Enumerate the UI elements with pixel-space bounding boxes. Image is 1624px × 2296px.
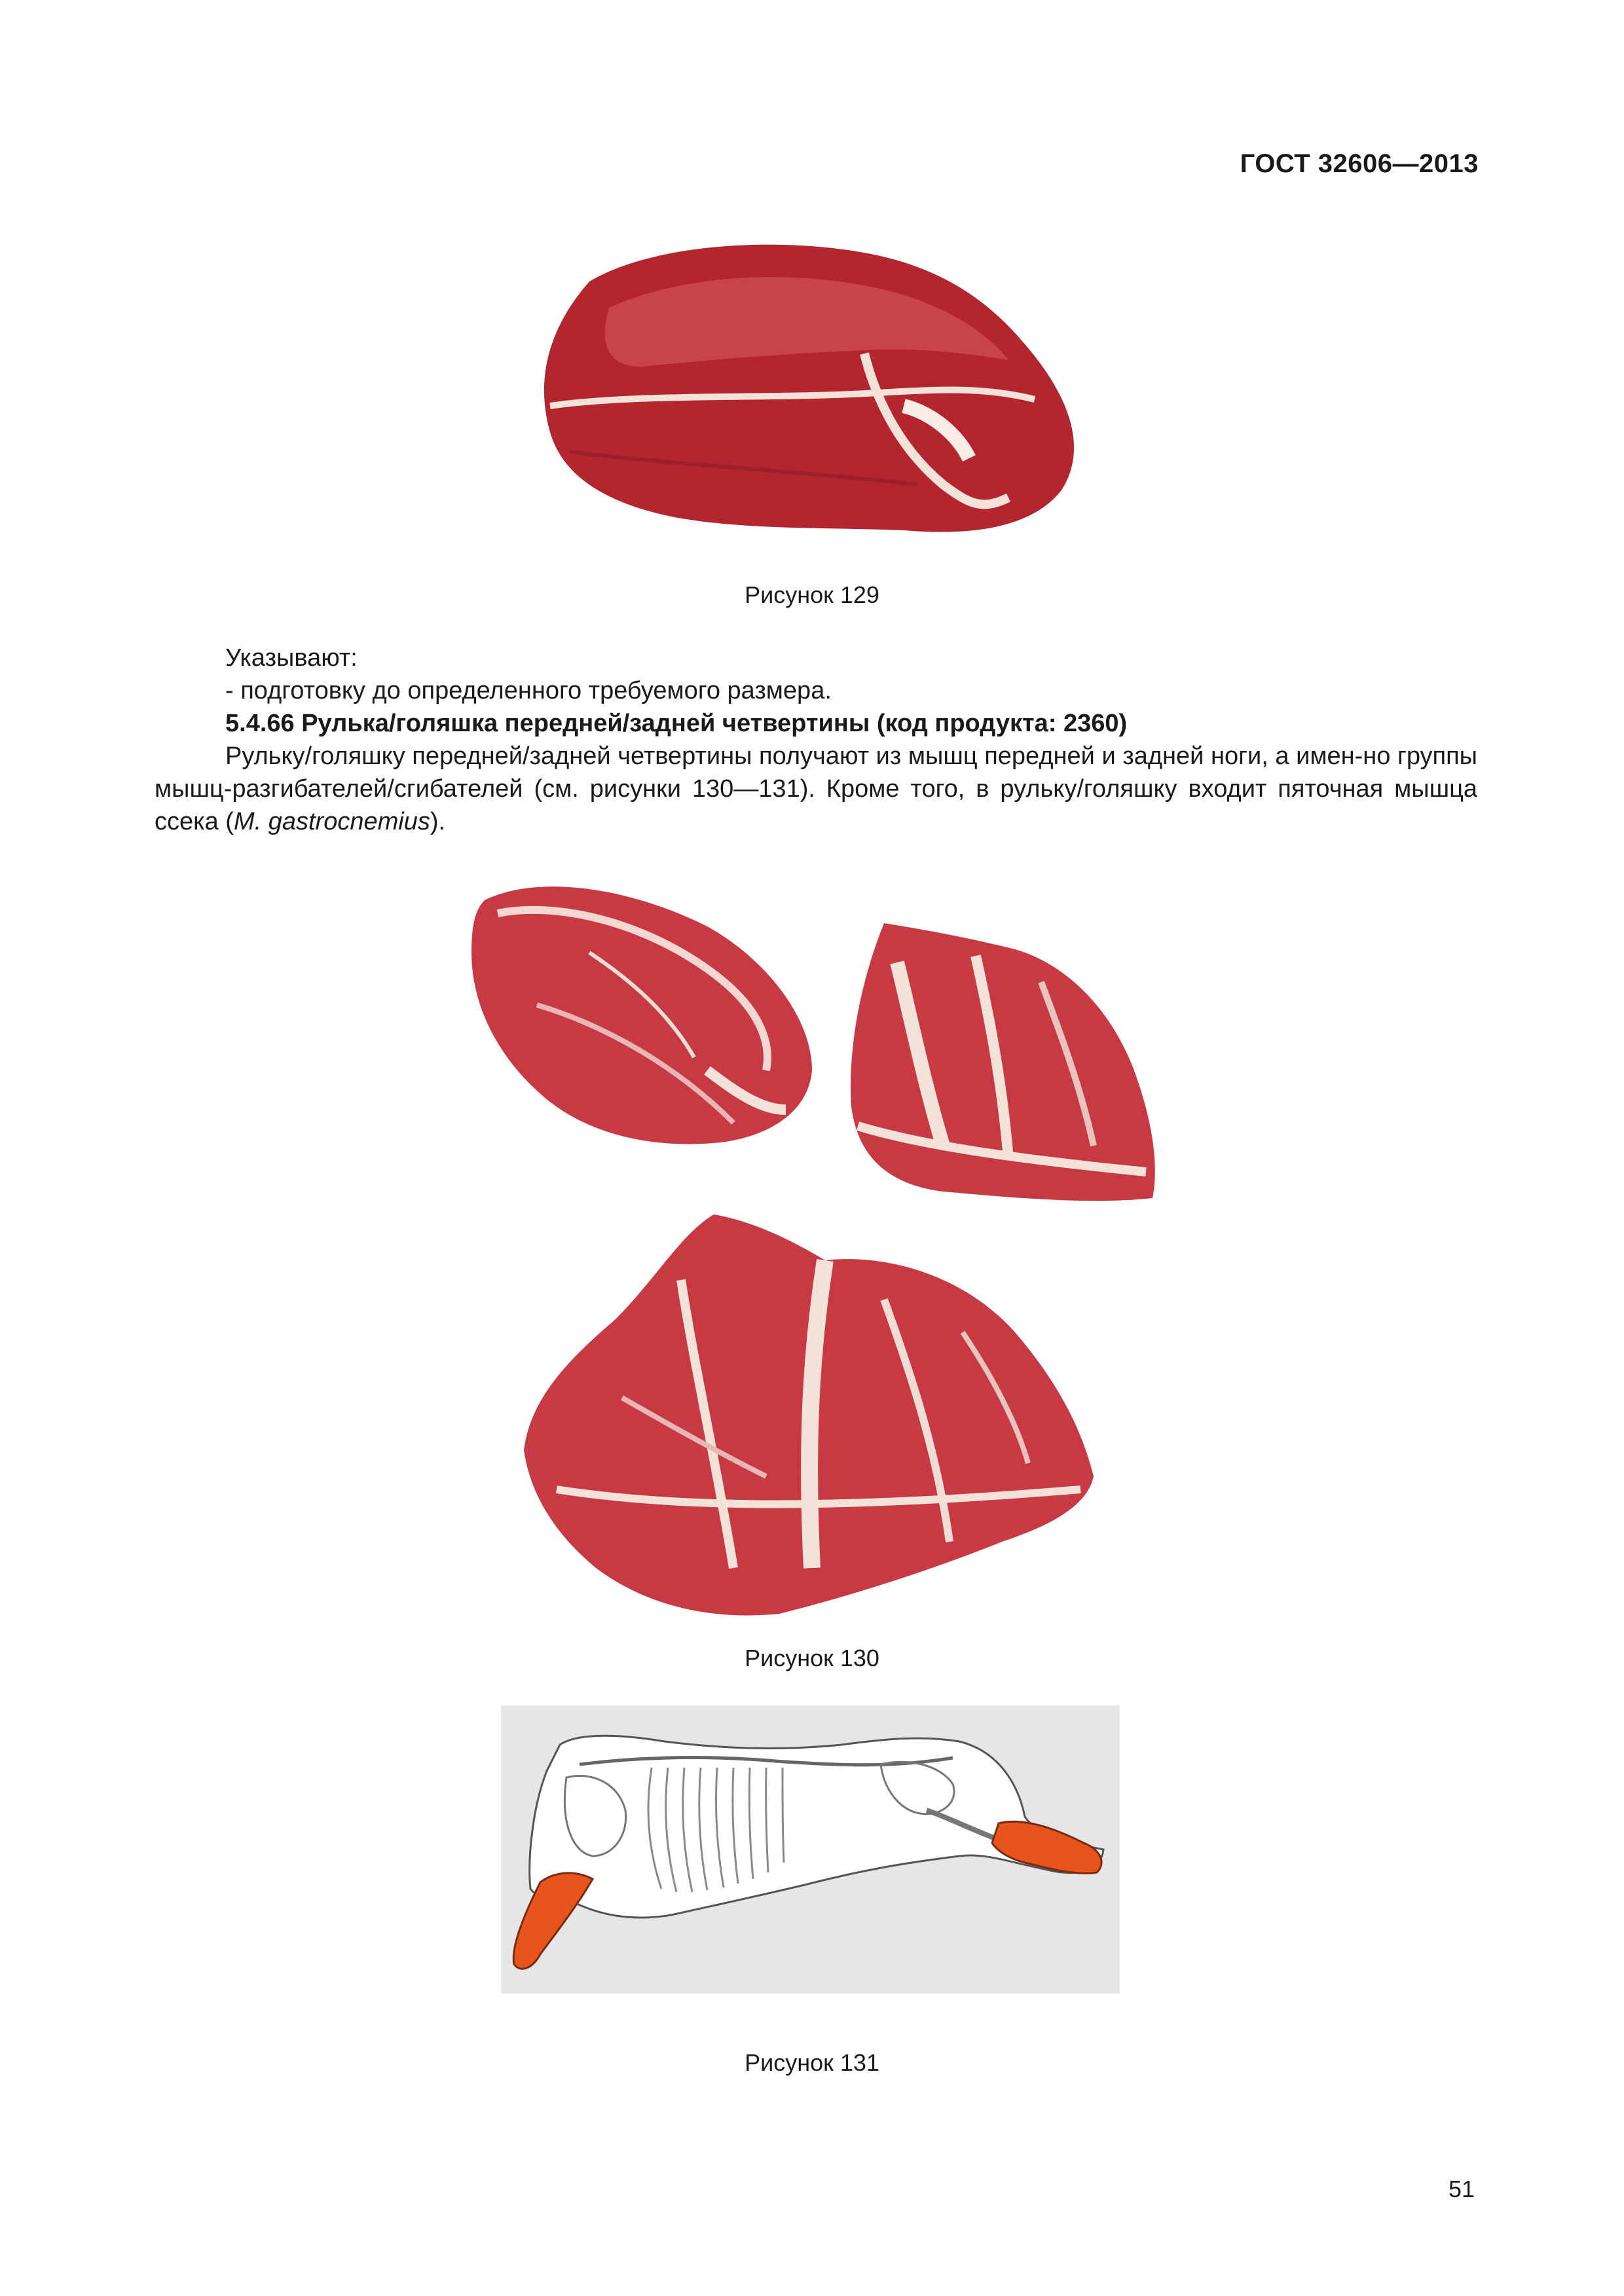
figure-130-caption: Рисунок 130 bbox=[745, 1645, 879, 1671]
figure-131-carcass-diagram bbox=[501, 1705, 1120, 1994]
figure-130-top-left-cut bbox=[458, 874, 825, 1156]
body-latin-term: M. gastrocnemius bbox=[233, 808, 430, 835]
figure-130-bottom-cut bbox=[517, 1201, 1107, 1633]
page-number: 51 bbox=[1448, 2176, 1475, 2202]
figure-130-top-right-cut bbox=[845, 910, 1172, 1218]
body-paragraph bbox=[155, 740, 1477, 838]
figure-129-caption: Рисунок 129 bbox=[745, 581, 879, 608]
body-text-part1: Рульку/голяшку передней/задней четвертины получают из мышц передней и задней ноги, а имен-но группы мышц-разгибателей/сгибателей (см. рисунки 130—131). Кроме того, в рульку/голяшку входит пяточная мышца ссека ( bbox=[155, 742, 1477, 835]
bullet-item: - подготовку до определенного требуемого размера. bbox=[225, 677, 832, 704]
figure-129-meat-photo bbox=[511, 236, 1100, 550]
figure-131-caption: Рисунок 131 bbox=[745, 2049, 879, 2076]
intro-line: Указывают: bbox=[225, 644, 358, 672]
document-standard-number: ГОСТ 32606—2013 bbox=[1240, 149, 1479, 178]
body-text-part2: ). bbox=[430, 808, 446, 835]
section-heading: 5.4.66 Рулька/голяшка передней/задней четвертины (код продукта: 2360) bbox=[225, 710, 1128, 737]
